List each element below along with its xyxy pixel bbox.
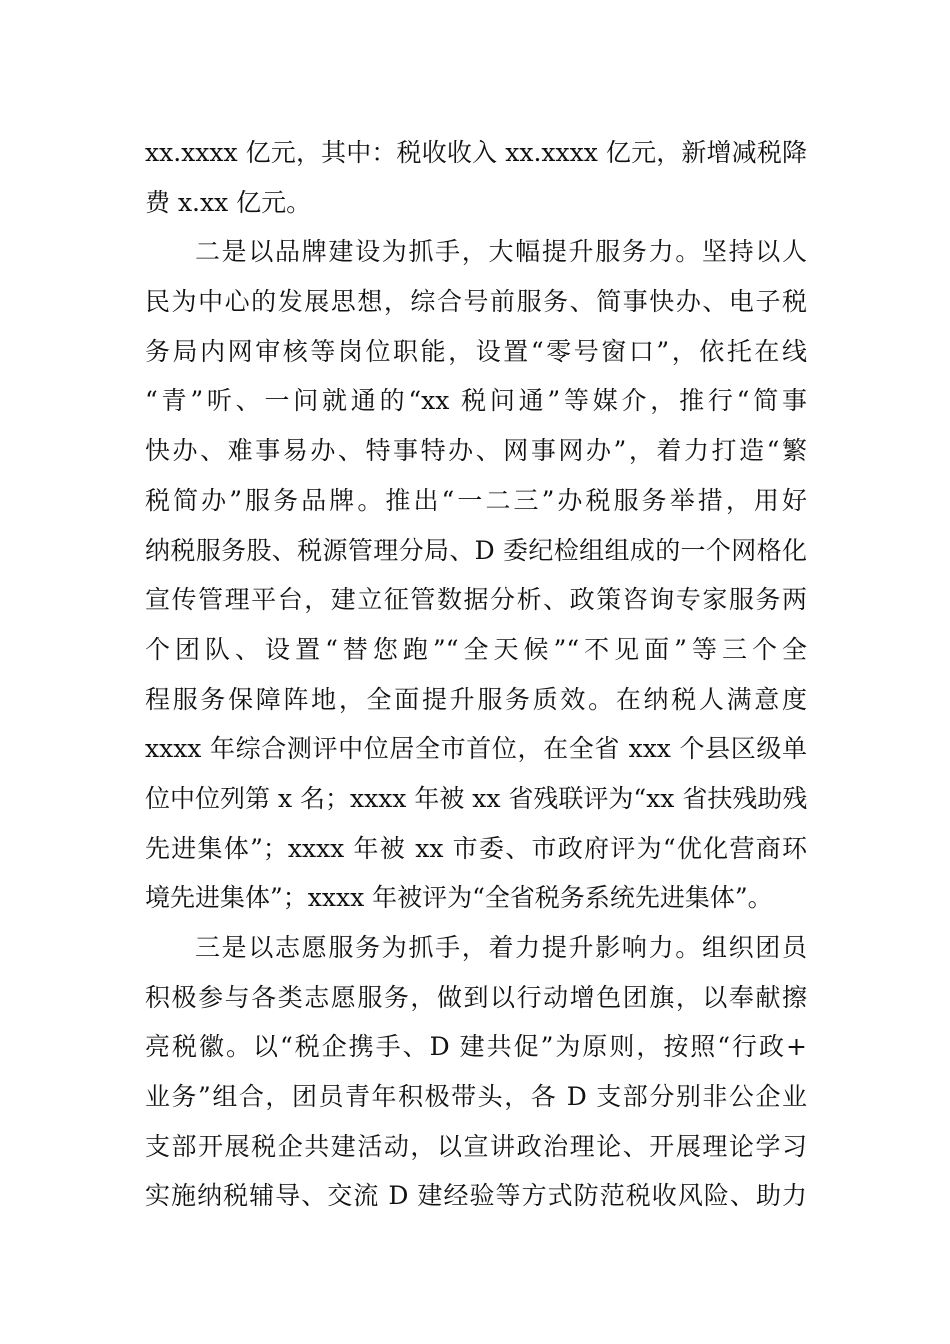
text-line: 业务”组合，团员青年积极带头，各 D 支部分别非公企业: [145, 1082, 807, 1112]
text-line: 税简办”服务品牌。推出“一二三”办税服务举措，用好: [145, 485, 807, 515]
text-line: 境先进集体”；xxxx 年被评为“全省税务系统先进集体”。: [145, 883, 773, 913]
text-line: xxxx 年综合测评中位居全市首位，在全省 xxx 个县区级单: [145, 734, 807, 764]
text-line: 民为中心的发展思想，综合号前服务、简事快办、电子税: [145, 287, 807, 317]
paragraph-start-line: 三是以志愿服务为抓手，着力提升影响力。组织团员: [195, 933, 807, 962]
text-line: xx.xxxx 亿元，其中：税收收入 xx.xxxx 亿元，新增减税降: [145, 138, 807, 167]
body-text: [145, 128, 807, 1221]
text-line: 先进集体”；xxxx 年被 xx 市委、市政府评为“优化营商环: [145, 833, 807, 863]
text-line: 实施纳税辅导、交流 D 建经验等方式防范税收风险、助力: [145, 1181, 807, 1211]
text-line: 宣传管理平台，建立征管数据分析、政策咨询专家服务两: [145, 585, 807, 615]
text-line: 积极参与各类志愿服务，做到以行动增色团旗，以奉献擦: [145, 982, 807, 1012]
text-line: 纳税服务股、税源管理分局、D 委纪检组组成的一个网格化: [145, 535, 807, 565]
text-line: “青”听、一问就通的“xx 税问通”等媒介，推行“简事: [145, 386, 807, 416]
text-line: 费 x.xx 亿元。: [145, 187, 312, 217]
text-line: 位中位列第 x 名；xxxx 年被 xx 省残联评为“xx 省扶残助残: [145, 783, 808, 813]
text-line: 务局内网审核等岗位职能，设置“零号窗口”，依托在线: [145, 336, 807, 366]
text-line: 程服务保障阵地，全面提升服务质效。在纳税人满意度: [145, 684, 807, 714]
text-line: 快办、难事易办、特事特办、网事网办”，着力打造“繁: [145, 436, 807, 466]
text-line: 个团队、设置“替您跑”“全天候”“不见面”等三个全: [145, 634, 807, 664]
text-line: 亮税徽。以“税企携手、D 建共促”为原则，按照“行政+: [145, 1032, 807, 1062]
text-line: 支部开展税企共建活动，以宣讲政治理论、开展理论学习: [145, 1131, 807, 1161]
paragraph-start-line: 二是以品牌建设为抓手，大幅提升服务力。坚持以人: [195, 237, 807, 267]
